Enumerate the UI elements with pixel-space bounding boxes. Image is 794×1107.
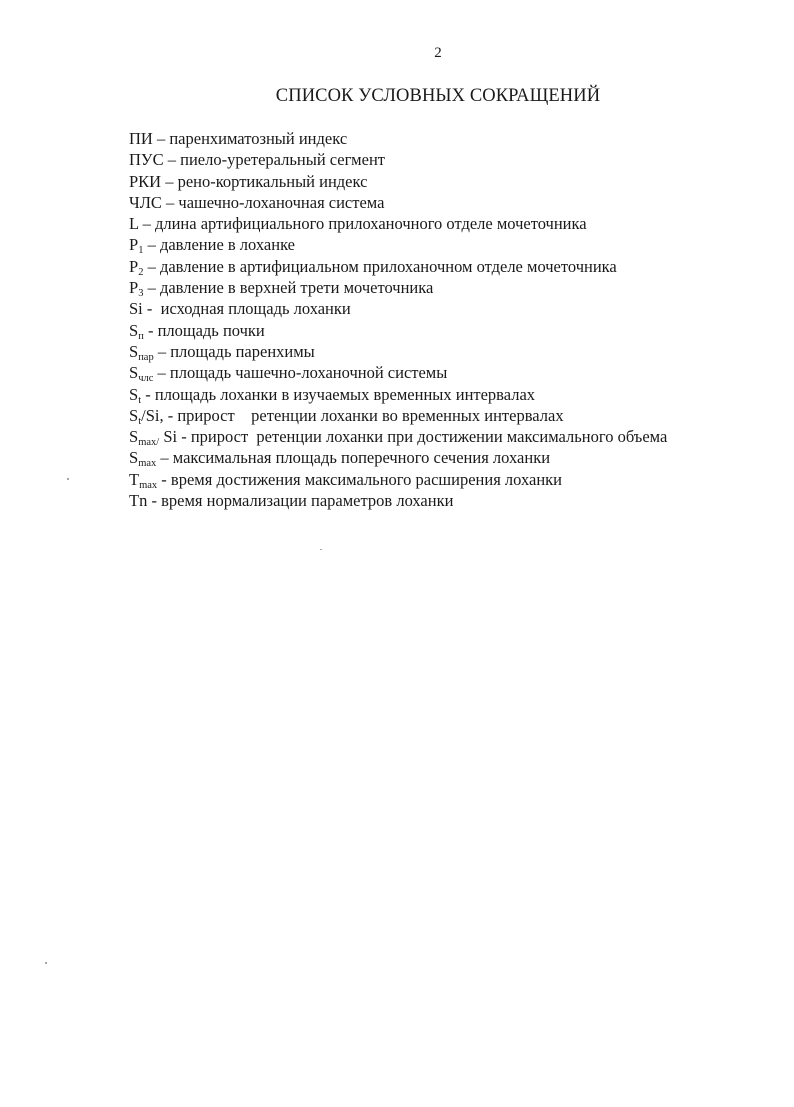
abbreviation-term: Si (129, 299, 143, 319)
abbreviation-separator: - (157, 469, 171, 489)
abbreviation-term: РКИ (129, 171, 162, 191)
abbreviation-separator: – (163, 150, 181, 170)
abbreviation-term: ЧЛС (129, 192, 162, 212)
abbreviation-separator: – (156, 448, 173, 468)
abbreviation-term: S (129, 363, 139, 383)
abbreviation-term: S (129, 320, 139, 340)
abbreviation-term: S (129, 341, 139, 361)
scan-speck (45, 962, 47, 964)
abbreviation-item (129, 469, 667, 490)
abbreviation-item (129, 128, 667, 149)
abbreviation-separator: – (138, 214, 155, 234)
abbreviation-definition: пиело-уретеральный сегмент (180, 150, 385, 170)
abbreviation-item (129, 171, 667, 192)
abbreviation-separator: – (161, 192, 179, 212)
page-title: СПИСОК УСЛОВНЫХ СОКРАЩЕНИЙ (275, 86, 601, 106)
abbreviation-separator: – (161, 171, 178, 191)
abbreviation-term: ПИ (129, 129, 153, 148)
abbreviation-definition: площадь лоханки в изучаемых временных интервалах (154, 384, 536, 404)
abbreviation-term: P (129, 256, 139, 276)
abbreviation-list (129, 128, 667, 511)
abbreviation-item (129, 192, 667, 213)
abbreviation-definition: давление в лоханке (159, 235, 295, 255)
abbreviation-item (129, 320, 667, 341)
abbreviation-term: L (129, 214, 139, 234)
abbreviation-definition: время достижения максимального расширения лоханки (170, 469, 563, 489)
abbreviation-subscript: max (139, 479, 158, 491)
abbreviation-separator: /Si, - (141, 405, 178, 425)
abbreviation-term: P (129, 278, 139, 298)
abbreviation-item (129, 149, 667, 170)
abbreviation-subscript: члс (138, 373, 154, 385)
abbreviation-subscript: t (138, 394, 142, 406)
abbreviation-item (129, 447, 667, 468)
abbreviation-separator: - (142, 299, 161, 319)
abbreviation-separator: - (143, 320, 158, 340)
abbreviation-item (129, 405, 667, 426)
abbreviation-separator: – (153, 341, 171, 361)
abbreviation-separator: – (153, 363, 170, 383)
abbreviation-item (129, 277, 667, 298)
abbreviation-definition: площадь почки (157, 320, 265, 340)
abbreviation-item (129, 256, 667, 277)
abbreviation-definition: паренхиматозный индекс (169, 129, 348, 148)
abbreviation-subscript: п (138, 330, 144, 342)
abbreviation-definition: площадь чашечно-лоханочной системы (169, 363, 448, 383)
abbreviation-item (129, 298, 667, 319)
abbreviation-definition: давление в верхней трети мочеточника (159, 278, 434, 298)
abbreviation-term: S (129, 405, 139, 425)
abbreviation-separator: - (147, 491, 162, 511)
abbreviation-subscript: max/ (138, 437, 160, 449)
abbreviation-definition: площадь паренхимы (170, 341, 315, 361)
abbreviation-separator: – (143, 278, 160, 298)
abbreviation-term: Tn (129, 491, 148, 511)
abbreviation-separator: - (141, 384, 155, 404)
abbreviation-term: T (129, 469, 140, 489)
abbreviation-definition: исходная площадь лоханки (160, 299, 351, 319)
abbreviation-definition: длина артифициального прилоханочного отделе мочеточника (154, 214, 587, 234)
abbreviation-item (129, 426, 667, 447)
scan-speck (67, 478, 69, 480)
abbreviation-subscript: 2 (138, 266, 144, 278)
abbreviation-term: S (129, 448, 139, 468)
abbreviation-separator: – (143, 256, 160, 276)
abbreviation-item (129, 341, 667, 362)
abbreviation-definition: время нормализации параметров лоханки (161, 491, 454, 511)
abbreviation-subscript: t (138, 415, 142, 427)
abbreviation-definition: рено-кортикальный индекс (177, 171, 368, 191)
abbreviation-subscript: пар (138, 351, 154, 363)
abbreviation-definition: прирост ретенции лоханки во временных интервалах (177, 405, 564, 425)
abbreviation-definition: чашечно-лоханочная система (178, 192, 385, 212)
abbreviation-separator: – (143, 235, 160, 255)
abbreviation-definition: прирост ретенции лоханки при достижении максимального объема (190, 427, 668, 447)
abbreviation-term: S (129, 427, 139, 447)
abbreviation-separator: – (152, 129, 170, 148)
abbreviation-definition: максимальная площадь поперечного сечения лоханки (172, 448, 551, 468)
abbreviation-subscript: 1 (138, 245, 144, 257)
abbreviation-item (129, 213, 667, 234)
abbreviation-separator: Si - (159, 427, 191, 447)
abbreviation-term: P (129, 235, 139, 255)
abbreviation-term: ПУС (129, 150, 164, 170)
abbreviation-subscript: max (138, 458, 157, 470)
abbreviation-item (129, 362, 667, 383)
abbreviation-term: S (129, 384, 139, 404)
page-number: 2 (434, 45, 442, 61)
abbreviation-item (129, 234, 667, 255)
abbreviation-item (129, 384, 667, 405)
abbreviation-definition: давление в артифициальном прилоханочном отделе мочеточника (159, 256, 617, 276)
abbreviation-item (129, 490, 667, 511)
scan-speck (320, 549, 322, 550)
abbreviation-subscript: 3 (138, 288, 144, 300)
